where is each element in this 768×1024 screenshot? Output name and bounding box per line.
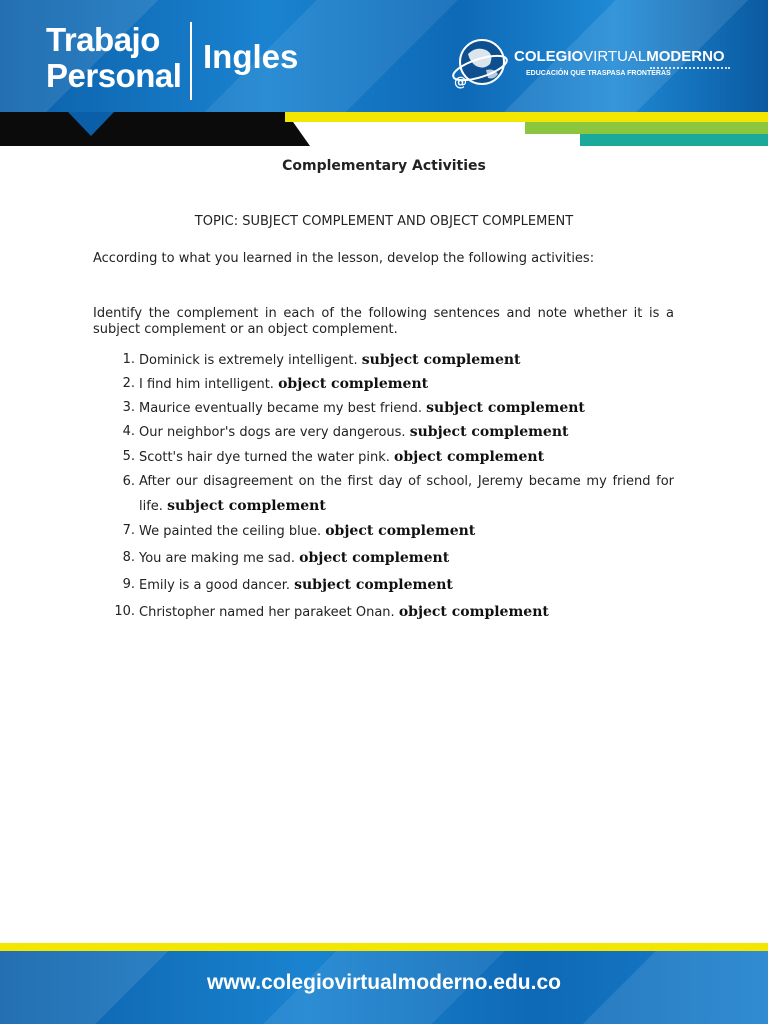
list-item <box>100 376 674 400</box>
header-title <box>46 22 181 94</box>
item-sentence: Emily is a good dancer. <box>139 578 290 593</box>
item-answer: object complement <box>398 604 549 620</box>
list-item <box>100 352 674 376</box>
list-item <box>100 400 674 424</box>
header-black-band <box>0 112 290 146</box>
exercise-list <box>100 352 674 631</box>
header-title-line2: Personal <box>46 57 182 94</box>
item-sentence: Dominick is extremely intelligent. <box>139 353 358 368</box>
item-number: 6. <box>122 474 135 489</box>
list-item <box>100 550 674 577</box>
header-subject: Ingles <box>203 38 299 75</box>
list-item <box>100 469 674 523</box>
item-answer: subject complement <box>426 400 585 416</box>
logo-name-mid: VIRTUAL <box>583 48 647 65</box>
list-item <box>100 523 674 550</box>
list-item <box>100 604 674 631</box>
item-number: 1. <box>122 352 135 367</box>
item-number: 8. <box>122 550 135 565</box>
document-topic: TOPIC: SUBJECT COMPLEMENT AND OBJECT COMPLEMENT <box>194 214 574 229</box>
document-instruction: Identify the complement in each of the following sentences and note whether it is a subject complement or an object complement. <box>93 306 674 337</box>
item-number: 9. <box>122 577 135 592</box>
list-item <box>100 424 674 449</box>
item-sentence: After our disagreement on the first day of school, Jeremy became my friend for life. <box>139 474 674 514</box>
item-sentence: You are making me sad. <box>139 551 296 566</box>
school-logo <box>450 34 740 94</box>
item-sentence: I find him intelligent. <box>139 377 274 392</box>
yellow-stripe <box>285 112 768 122</box>
item-number: 10. <box>114 604 135 619</box>
item-sentence: Our neighbor's dogs are very dangerous. <box>139 425 406 440</box>
item-answer: subject complement <box>294 577 453 593</box>
item-number: 5. <box>122 449 135 464</box>
item-answer: subject complement <box>361 352 521 368</box>
item-answer: object complement <box>325 523 476 539</box>
logo-name <box>514 48 725 65</box>
item-answer: object complement <box>278 376 429 392</box>
footer-website-url: www.colegiovirtualmoderno.edu.co <box>207 971 561 994</box>
header-banner <box>0 0 768 112</box>
globe-icon <box>450 34 510 94</box>
item-sentence: We painted the ceiling blue. <box>139 524 322 539</box>
item-number: 2. <box>122 376 135 391</box>
item-answer: object complement <box>299 550 450 566</box>
item-answer: object complement <box>394 449 545 465</box>
item-answer: subject complement <box>167 498 326 514</box>
item-number: 7. <box>122 523 135 538</box>
logo-name-bold: COLEGIO <box>514 48 584 65</box>
item-sentence: Scott's hair dye turned the water pink. <box>139 450 390 465</box>
item-number: 3. <box>122 400 135 415</box>
list-item <box>100 577 674 604</box>
item-sentence: Christopher named her parakeet Onan. <box>139 605 395 620</box>
item-answer: subject complement <box>409 424 569 440</box>
footer-banner <box>0 951 768 1024</box>
document-intro: According to what you learned in the lesson, develop the following activities: <box>93 251 595 266</box>
svg-text:@: @ <box>454 75 467 90</box>
header-title-line1: Trabajo <box>46 21 160 58</box>
item-number: 4. <box>122 424 135 439</box>
document-title: Complementary Activities <box>282 158 486 174</box>
footer-yellow-stripe <box>0 943 768 951</box>
green-stripe <box>525 122 768 134</box>
logo-dots-decoration <box>650 67 730 71</box>
teal-stripe <box>580 134 768 146</box>
logo-tagline: EDUCACIÓN QUE TRASPASA FRONTERAS <box>526 70 671 77</box>
item-sentence: Maurice eventually became my best friend. <box>139 401 422 416</box>
logo-name-end: MODERNO <box>646 48 725 65</box>
header-divider <box>190 22 192 100</box>
